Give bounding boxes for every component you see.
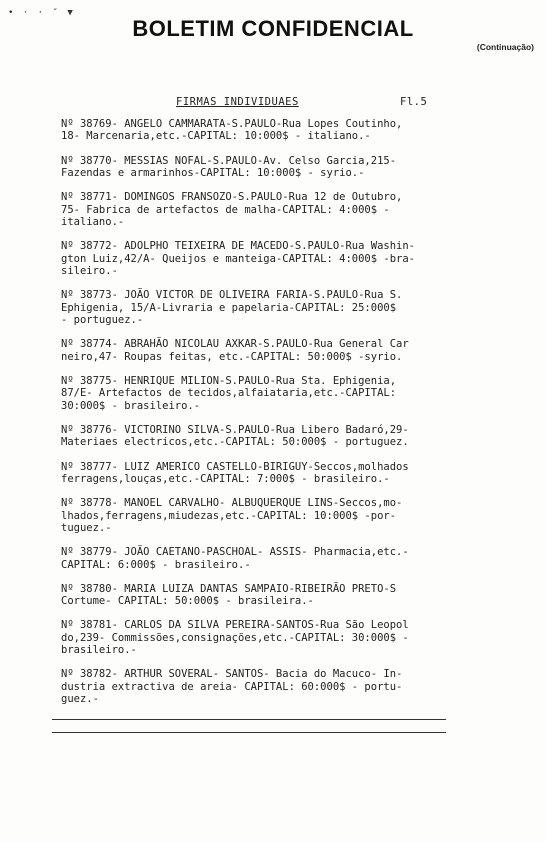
list-item: Nº 38776- VICTORINO SILVA-S.PAULO-Rua Libero Badaró,29- Materiaes electricos,etc.-CAPITAL: 50:000$ - portuguez.	[61, 423, 409, 449]
list-item: Nº 38769- ANGELO CAMMARATA-S.PAULO-Rua Lopes Coutinho, 18- Marcenaria,etc.-CAPITAL: 10:000$ - italiano.-	[61, 118, 403, 143]
list-item: Nº 38773- JOÃO VICTOR DE OLIVEIRA FARIA-S.PAULO-Rua S. Ephigenia, 15/A-Livraria e papelaria-CAPITAL: 25:000$ - portuguez.-	[61, 289, 403, 327]
list-item: Nº 38772- ADOLPHO TEIXEIRA DE MACEDO-S.PAULO-Rua Washin- gton Luiz,42/A- Queijos e manteiga-CAPITAL: 4:000$ -bra- sileiro.-	[61, 240, 416, 278]
continuation-label: (Continuação)	[476, 42, 534, 52]
corner-marks: • · · ″ ▼	[8, 8, 75, 18]
divider	[52, 732, 446, 733]
list-item: Nº 38779- JOÃO CAETANO-PASCHOAL- ASSIS- Pharmacia,etc.- CAPITAL: 6:000$ - brasileiro.-	[61, 546, 409, 571]
page-title: BOLETIM CONFIDENCIAL	[132, 16, 414, 41]
list-item: Nº 38771- DOMINGOS FRANSOZO-S.PAULO-Rua 12 de Outubro, 75- Fabrica de artefactos de malha-CAPITAL: 4:000$ - italiano.-	[61, 191, 403, 229]
divider	[52, 719, 446, 720]
list-item: Nº 38777- LUIZ AMERICO CASTELLO-BIRIGUY-Seccos,molhados ferragens,louças,etc.-CAPITAL: 7:000$ - brasileiro.-	[61, 460, 409, 485]
list-item: Nº 38780- MARIA LUIZA DANTAS SAMPAIO-RIBEIRÃO PRETO-S Cortume- CAPITAL: 50:000$ - brasileira.-	[61, 582, 397, 608]
list-item: Nº 38778- MANOEL CARVALHO- ALBUQUERQUE LINS-Seccos,mo- lhados,ferragens,miudezas,etc.-CAPITAL: 10:000$ -por- tuguez.-	[61, 497, 403, 534]
closing-rules	[52, 719, 446, 745]
entry-list	[61, 118, 446, 717]
list-item: Nº 38775- HENRIQUE MILION-S.PAULO-Rua Sta. Ephigenia, 87/E- Artefactos de tecidos,alfaiataria,etc.-CAPITAL: 30:000$ - brasileiro.-	[61, 374, 397, 412]
list-item: Nº 38781- CARLOS DA SILVA PEREIRA-SANTOS-Rua São Leopol do,239- Commissões,consignações,etc.-CAPITAL: 30:000$ - brasileiro.-	[61, 619, 409, 657]
section-heading: FIRMAS INDIVIDUAES	[176, 96, 299, 108]
list-item: Nº 38774- ABRAHÃO NICOLAU AXKAR-S.PAULO-Rua General Car neiro,47- Roupas feitas, etc.-CAPITAL: 50:000$ -syrio.	[61, 338, 409, 363]
list-item: Nº 38782- ARTHUR SOVERAL- SANTOS- Bacia do Macuco- In- dustria extractiva de areia- CAPITAL: 60:000$ - portu- guez.-	[61, 668, 403, 706]
list-item: Nº 38770- MESSIAS NOFAL-S.PAULO-Av. Celso Garcia,215- Fazendas e armarinhos-CAPITAL: 10:000$ - syrio.-	[61, 154, 397, 180]
page-number: Fl.5	[400, 96, 428, 108]
